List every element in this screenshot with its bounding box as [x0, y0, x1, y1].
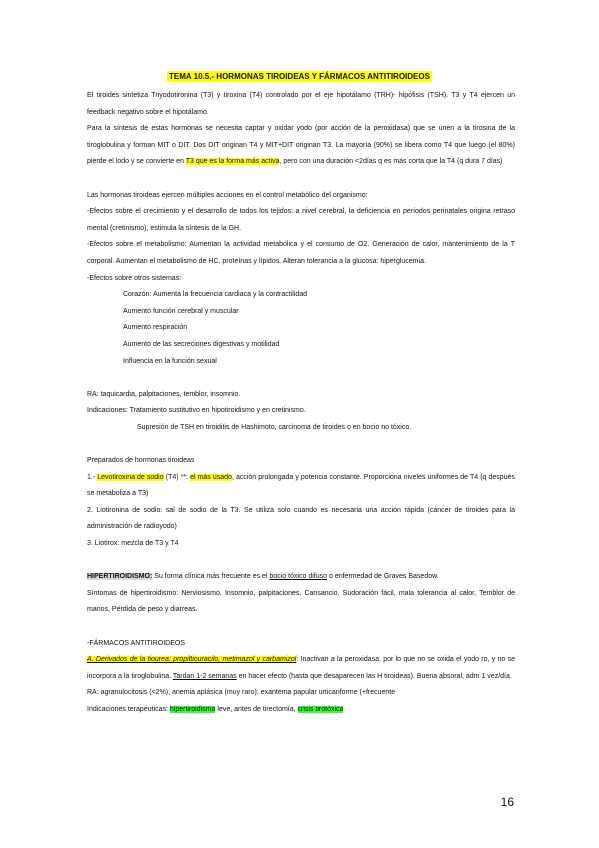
- spacer: [87, 436, 515, 453]
- highlight-levotiroxina: Levotiroxina de sodio: [97, 473, 164, 481]
- hyperthyroidism-symptoms: Síntomas de hipertiroidismo: Nerviosismo, Insomnio, palpitaciones, Cansancio, Sudoración fácil, mala tolerancia al calor, Temblor de manos, Pérdida de peso y diarreas.: [87, 589, 515, 614]
- effects-growth: -Efectos sobre el crecimiento y el desarrollo de todos los tejidos: a nivel cerebral, la deficiencia en períodos perinatales origina retraso mental (cretinismo), estimula la síntesis de la GH.: [87, 208, 515, 232]
- hyper-text-end: o enfermedad de Graves Basedow.: [327, 573, 439, 581]
- preparation-item-1: [87, 470, 515, 503]
- effect-item: Aumento respiración: [123, 324, 188, 332]
- antithyroid-indications: [87, 702, 515, 719]
- hyperthyroidism-paragraph: [87, 569, 515, 586]
- page-number: 16: [500, 795, 514, 809]
- hyperthyroidism-label: HIPERTIROIDISMO:: [87, 573, 153, 581]
- intro-paragraph-1: El tiroides sintetiza Triyodotironina (T3) y tiroxina (T4) controlado por el eje hipotálamo (TRH)- hipófisis (TSH). T3 y T4 ejercen un feedback negativo sobre el hipotálamo.: [87, 92, 515, 116]
- onset-delay: Tardan 1-2 semanas: [172, 672, 237, 680]
- bocio-toxico: bocio tóxico difuso: [269, 573, 328, 581]
- spacer: [87, 370, 515, 387]
- item-rest: , acción prolongada y potencia constante. Proporciona niveles uniformes de T4 (q después se metaboliza a T3): [87, 473, 515, 498]
- effect-item: Corazón: Aumenta la frecuencia cardiaca y la contractilidad: [123, 291, 308, 299]
- preparations-header: Preparados de hormonas tiroideas: [87, 457, 195, 465]
- effects-other-header: -Efectos sobre otros sistemas:: [87, 274, 182, 282]
- intro-paragraph-2: [87, 121, 515, 171]
- highlight-crisis: crisis tirotóxica: [297, 705, 344, 713]
- tsh-suppression: Supresión de TSH en tiroiditis de Hashimoto, carcinoma de tiroides o en bocio no tóxico.: [137, 423, 412, 431]
- title-text: TEMA 10.5.- HORMONAS TIROIDEAS Y FÁRMACOS ANTITIROIDEOS: [169, 72, 430, 81]
- preparation-item-2: 2. Liotironina de sodio: sal de sodio de la T3. Se utiliza solo cuando es necesaria una acción rápida (cáncer de tiroides para la administración de radioyodo): [87, 506, 515, 531]
- spacer: [87, 619, 515, 636]
- effect-item: Influencia en la función sexual: [123, 357, 217, 365]
- tiourea-title: A. Derivados de la tiourea: propiltiouracilo, metimazol y carbamizol: [87, 656, 297, 664]
- adverse-reactions: RA: taquicardia, palpitaciones, temblor, insomnio.: [87, 390, 241, 398]
- highlight-most-used: el más usado: [190, 473, 232, 481]
- highlight-hipertiroidismo: hipertiroidismo: [169, 705, 216, 713]
- antithyroid-a-paragraph: [87, 652, 515, 685]
- indications: Indicaciones: Tratamiento sustitutivo en hipotiroidismo y en cretinismo.: [87, 407, 306, 415]
- spacer: [87, 171, 515, 188]
- page-title: [0, 72, 599, 81]
- tiourea-text: : Inactivan a la peroxidasa, por lo que no se oxida el yodo ro, y no se incorpora a la tiroglobulina.: [87, 656, 515, 680]
- intro-p2-end: , pero con una duración <2días q es más corta que la T4 (q dura 7 días): [279, 158, 503, 166]
- effects-metabolism: -Efectos sobre el metabolismo: Aumentan la actividad metabólica y el consumo de O2. Generación de calor, mantenimiento de la T corporal. Aumentan el metabolismo de HC, proteínas y lípidos. Alteran tolerancia a la glucosa: hiperglucemia.: [87, 241, 515, 265]
- item-number: 1.-: [87, 473, 98, 481]
- preparation-item-3: 3. Liotirox: mezcla de T3 y T4: [87, 540, 179, 548]
- effects-intro: Las hormonas tiroideas ejercen múltiples acciones en el control metabólico del organismo:: [87, 191, 368, 199]
- tiourea-text-end: en hacer efecto (hasta que desaparecen las H tiroideas). Buena absoral, adm 1 vez/día.: [236, 672, 512, 680]
- intro-p2-start: Para la síntesis de estas hormonas se necesita captar y oxidar yodo (por acción de la peroxidasa) que se unen a la tirosina de la tiroglobulina y forman MIT o DIT. Dos DIT originan T4 y MIT+DIT originan T3. La mayoría (90%) se libera como T4 que luego (el 80%) pierde el lodo y se convierte en: [87, 125, 515, 166]
- indications-label: Indicaciones terapéuticas:: [87, 705, 170, 713]
- antithyroid-ra: RA: agranulocitosis (<2%); anemia aplásica (muy raro); exantema papular urticariforme (+frecuente: [87, 689, 396, 697]
- effect-item: Aumento función cerebral y muscular: [123, 307, 239, 315]
- highlight-t3: T3 que es la forma más activa: [185, 158, 280, 166]
- item-mid: (T4) **:: [163, 473, 191, 481]
- spacer: [87, 553, 515, 570]
- effect-item: Aumento de las secreciones digestivas y motilidad: [123, 340, 280, 348]
- hyper-text: Su forma clínica más frecuente es el: [152, 573, 270, 581]
- document-body: [87, 88, 515, 719]
- indications-mid: leve, antes de tirectomía,: [215, 705, 298, 713]
- antithyroid-header: -FÁRMACOS ANTITIROIDEOS: [87, 639, 186, 647]
